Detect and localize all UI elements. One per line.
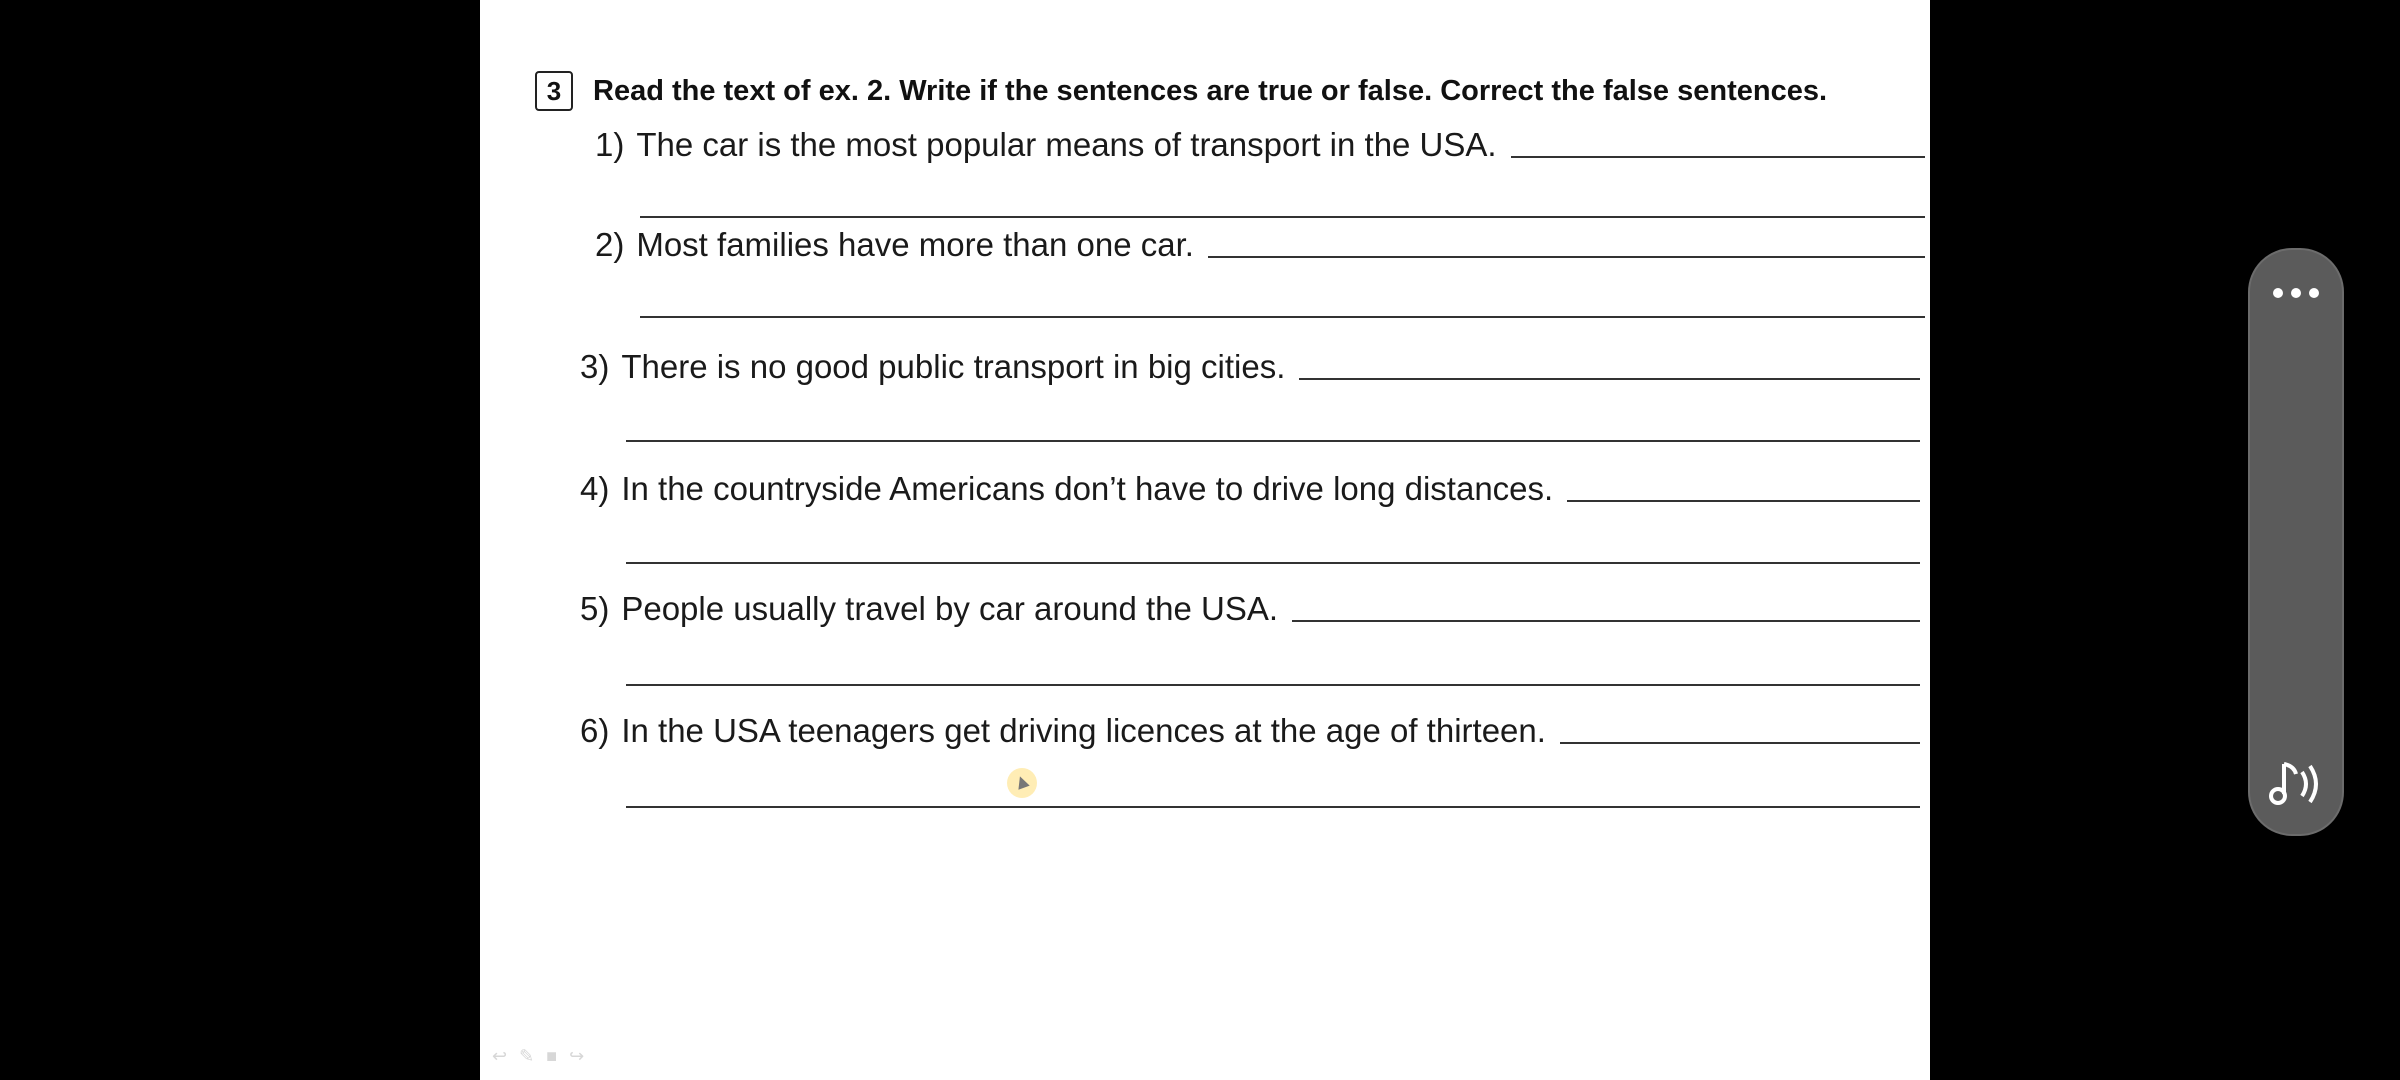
answer-blank[interactable]: [1567, 499, 1920, 502]
item-text: Most families have more than one car.: [636, 226, 1194, 263]
item-text: There is no good public transport in big cities.: [621, 348, 1286, 385]
exercise-instruction: Read the text of ex. 2. Write if the sentences are true or false. Correct the false sentences.: [593, 74, 1828, 107]
item-number: 4): [580, 470, 610, 507]
list-item: [580, 712, 1920, 750]
square-icon: ■: [546, 1046, 558, 1066]
item-text: In the countryside Americans don’t have to drive long distances.: [621, 470, 1554, 507]
list-item: [580, 590, 1920, 628]
item-number: 1): [595, 126, 625, 163]
item-number: 5): [580, 590, 610, 627]
answer-line[interactable]: [640, 216, 1925, 218]
answer-line[interactable]: [640, 316, 1925, 318]
item-text: In the USA teenagers get driving licences at the age of thirteen.: [621, 712, 1546, 749]
worksheet-slide: [480, 0, 1930, 1080]
list-item: [595, 126, 1925, 164]
redo-icon: ↪: [569, 1046, 585, 1066]
answer-line[interactable]: [626, 440, 1920, 442]
music-audio-icon[interactable]: [2264, 756, 2328, 812]
item-number: 3): [580, 348, 610, 385]
answer-blank[interactable]: [1511, 155, 1925, 158]
arrow-icon: ↩: [492, 1046, 508, 1066]
answer-blank[interactable]: [1292, 619, 1920, 622]
answer-line[interactable]: [626, 806, 1920, 808]
faint-toolbar: [492, 1046, 584, 1067]
list-item: [595, 226, 1925, 264]
side-panel: [2248, 248, 2344, 836]
answer-line[interactable]: [626, 562, 1920, 564]
list-item: [580, 470, 1920, 508]
answer-blank[interactable]: [1560, 741, 1920, 744]
item-number: 2): [595, 226, 625, 263]
answer-blank[interactable]: [1208, 255, 1925, 258]
item-text: The car is the most popular means of transport in the USA.: [636, 126, 1497, 163]
answer-line[interactable]: [626, 684, 1920, 686]
item-text: People usually travel by car around the USA.: [621, 590, 1279, 627]
pen-icon: ✎: [519, 1046, 535, 1066]
answer-blank[interactable]: [1299, 377, 1920, 380]
exercise-number-badge: 3: [535, 71, 573, 111]
exercise-header: [535, 68, 1827, 114]
list-item: [580, 348, 1920, 386]
item-number: 6): [580, 712, 610, 749]
more-dots-icon[interactable]: [2250, 270, 2342, 316]
